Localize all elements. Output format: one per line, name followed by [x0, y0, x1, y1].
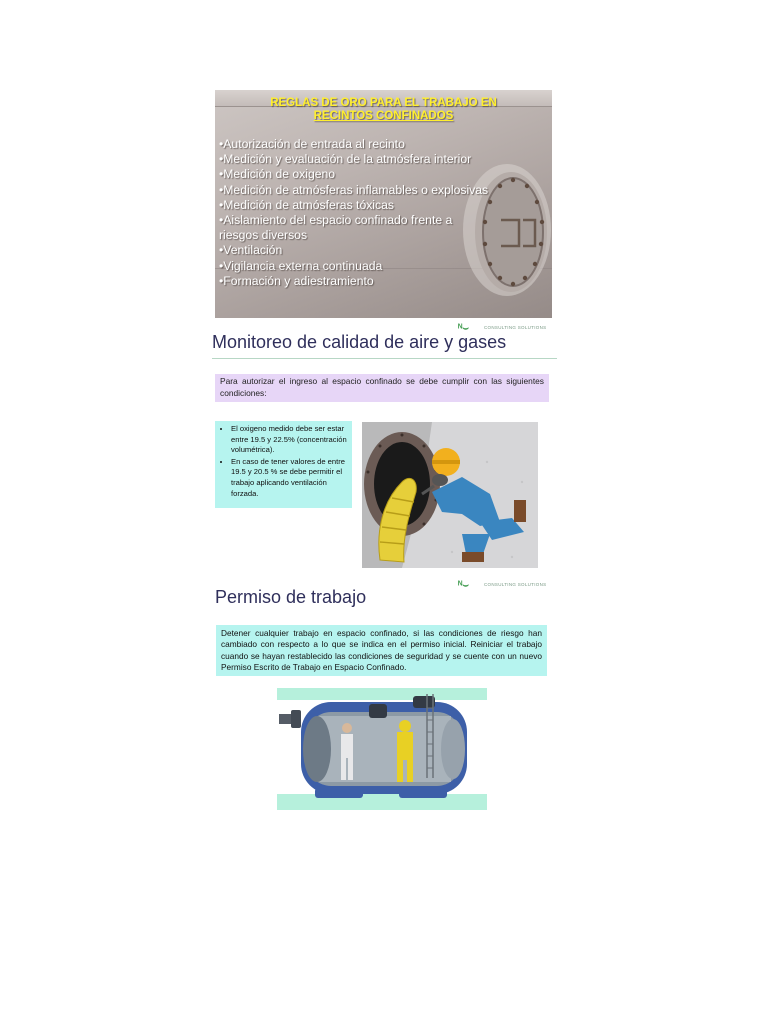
slide-golden-rules [215, 90, 552, 318]
rule-item: • Formación y adiestramiento [219, 274, 489, 289]
rule-item: • Medición de atmósferas inflamables o explosivas [219, 183, 489, 198]
rule-item: • Medición de atmósferas tóxicas [219, 198, 489, 213]
slide1-title-line1: REGLAS DE ORO PARA EL TRABAJO EN [270, 97, 497, 109]
title-divider [212, 358, 557, 359]
condition-item: • En caso de tener valores de entre 19.5 y 20.5 % se debe permitir el trabajo aplicando ventilación forzada. [231, 457, 348, 499]
confined-space-tank-illustration [277, 688, 487, 810]
rule-item: • Medición y evaluación de la atmósfera interior [219, 152, 489, 167]
rule-item: • Vigilancia externa continuada [219, 259, 489, 274]
rule-item: • Ventilación [219, 243, 489, 258]
rule-item: • Autorización de entrada al recinto [219, 137, 489, 152]
logo-text: CONSULTING SOLUTIONS [484, 325, 547, 330]
rule-item: • Medición de oxigeno [219, 167, 489, 182]
worker-manhole-illustration [362, 422, 538, 568]
logo-mark-icon: ᴺ⌣ [458, 580, 469, 591]
slide2-title: Monitoreo de calidad de aire y gases [212, 332, 507, 352]
oxygen-conditions-list [219, 424, 348, 499]
logo-mark-icon: ᴺ⌣ [458, 323, 469, 334]
conditions-intro: Para autorizar el ingreso al espacio confinado se debe cumplir con las siguientes condiciones: [215, 374, 549, 402]
rule-item: • Aislamiento del espacio confinado frente a riesgos diversos [219, 213, 489, 243]
logo-text: CONSULTING SOLUTIONS [484, 582, 547, 587]
slide1-title [215, 97, 552, 123]
slide3-title: Permiso de trabajo [215, 587, 367, 607]
oxygen-conditions-box [215, 421, 352, 508]
work-permit-box: Detener cualquier trabajo en espacio confinado, si las condiciones de riesgo han cambiado con respecto a lo que se indica en el permiso inicial. Reiniciar el trabajo cuando se hayan restablecido las condiciones de seguridad y se cuente con un nuevo Permiso Escrito de Trabajo en Espacio Confinado. [216, 625, 547, 676]
condition-item: • El oxigeno medido debe ser estar entre 19.5 y 22.5% (concentración volumétrica). [231, 424, 348, 456]
slide1-title-line2: RECINTOS CONFINADOS [313, 110, 454, 122]
golden-rules-list [219, 137, 489, 289]
